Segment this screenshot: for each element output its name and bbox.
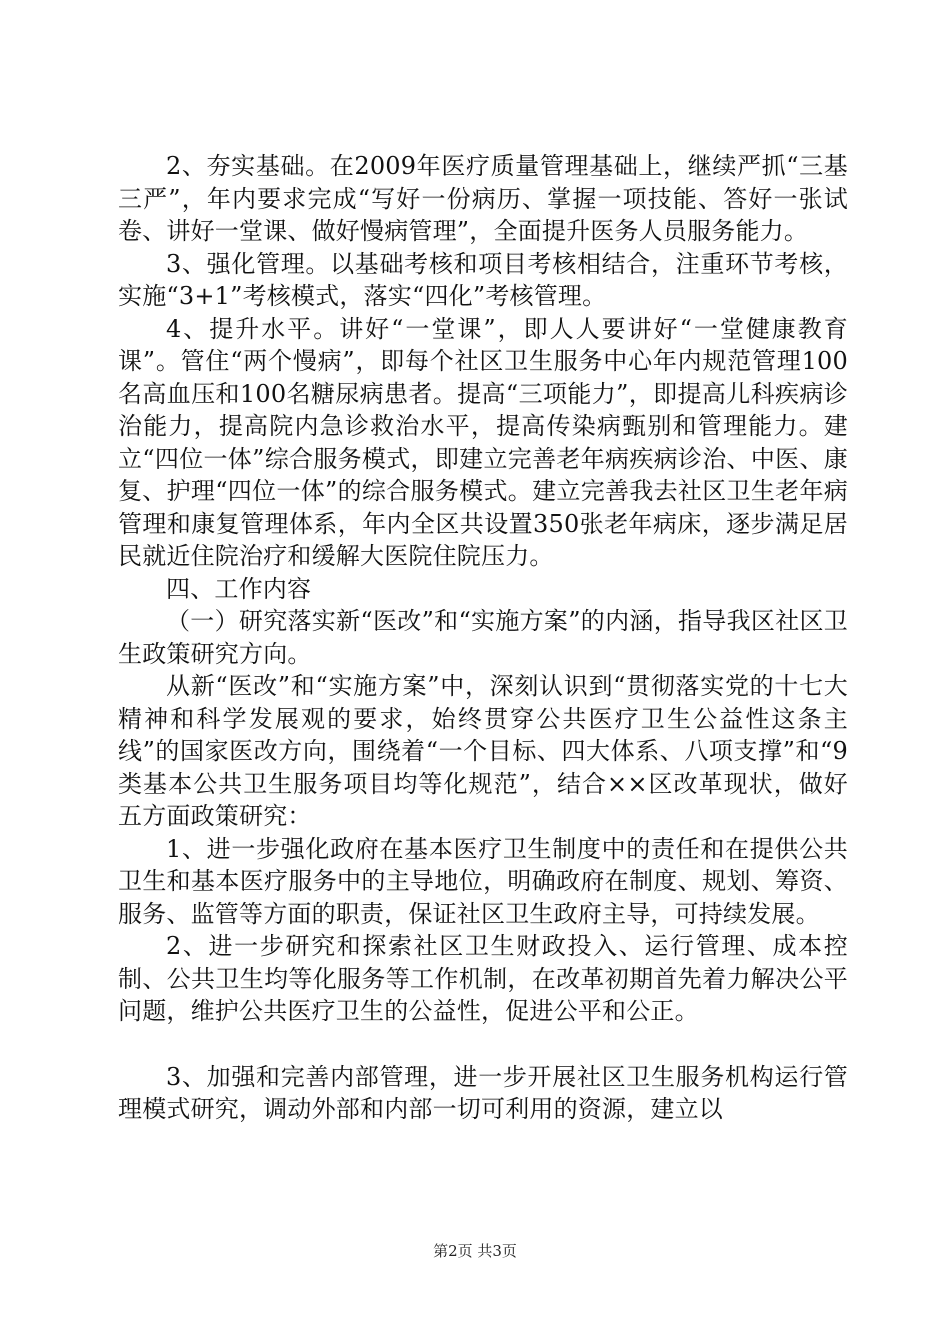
paragraph-solid-foundation: 2、夯实基础。在2009年医疗质量管理基础上，继续严抓“三基三严”，年内要求完成“写好一份病历、掌握一项技能、答好一张试卷、讲好一堂课、做好慢病管理”，全面提升医务人员服务能力。 xyxy=(118,152,848,245)
document-body xyxy=(118,150,848,1126)
paragraph-strengthen-management: 3、强化管理。以基础考核和项目考核相结合，注重环节考核，实施“3+1”考核模式，落实“四化”考核管理。 xyxy=(118,249,848,310)
paragraph-reform-direction: 从新“医改”和“实施方案”中，深刻认识到“贯彻落实党的十七大精神和科学发展观的要求，始终贯穿公共医疗卫生公益性这条主线”的国家医改方向，围绕着“一个目标、四大体系、八项支撑”和“9类基本公共卫生服务项目均等化规范”，结合××区改革现状，做好五方面政策研究： xyxy=(118,672,848,830)
paragraph-improve-level: 4、提升水平。讲好“一堂课”，即人人要讲好“一堂健康教育课”。管住“两个慢病”，即每个社区卫生服务中心年内规范管理100名高血压和100名糖尿病患者。提高“三项能力”，即提高儿科疾病诊治能力，提高院内急诊救治水平，提高传染病甄别和管理能力。建立“四位一体”综合服务模式，即建立完善老年病疾病诊治、中医、康复、护理“四位一体”的综合服务模式。建立完善我去社区卫生老年病管理和康复管理体系，年内全区共设置350张老年病床，逐步满足居民就近住院治疗和缓解大医院住院压力。 xyxy=(118,314,848,570)
page-footer: 第2页 共3页 xyxy=(433,1242,517,1260)
paragraph-gap xyxy=(118,1028,848,1061)
subsection-heading-research: （一）研究落实新“医改”和“实施方案”的内涵，指导我区社区卫生政策研究方向。 xyxy=(118,607,848,668)
section-heading-work-content: 四、工作内容 xyxy=(166,574,312,603)
paragraph-item-2: 2、进一步研究和探索社区卫生财政投入、运行管理、成本控制、公共卫生均等化服务等工作机制，在改革初期首先着力解决公平问题，维护公共医疗卫生的公益性，促进公平和公正。 xyxy=(118,932,848,1025)
paragraph-item-3: 3、加强和完善内部管理，进一步开展社区卫生服务机构运行管理模式研究，调动外部和内部一切可利用的资源，建立以 xyxy=(118,1062,848,1123)
paragraph-item-1: 1、进一步强化政府在基本医疗卫生制度中的责任和在提供公共卫生和基本医疗服务中的主导地位，明确政府在制度、规划、筹资、服务、监管等方面的职责，保证社区卫生政府主导，可持续发展。 xyxy=(118,834,848,928)
